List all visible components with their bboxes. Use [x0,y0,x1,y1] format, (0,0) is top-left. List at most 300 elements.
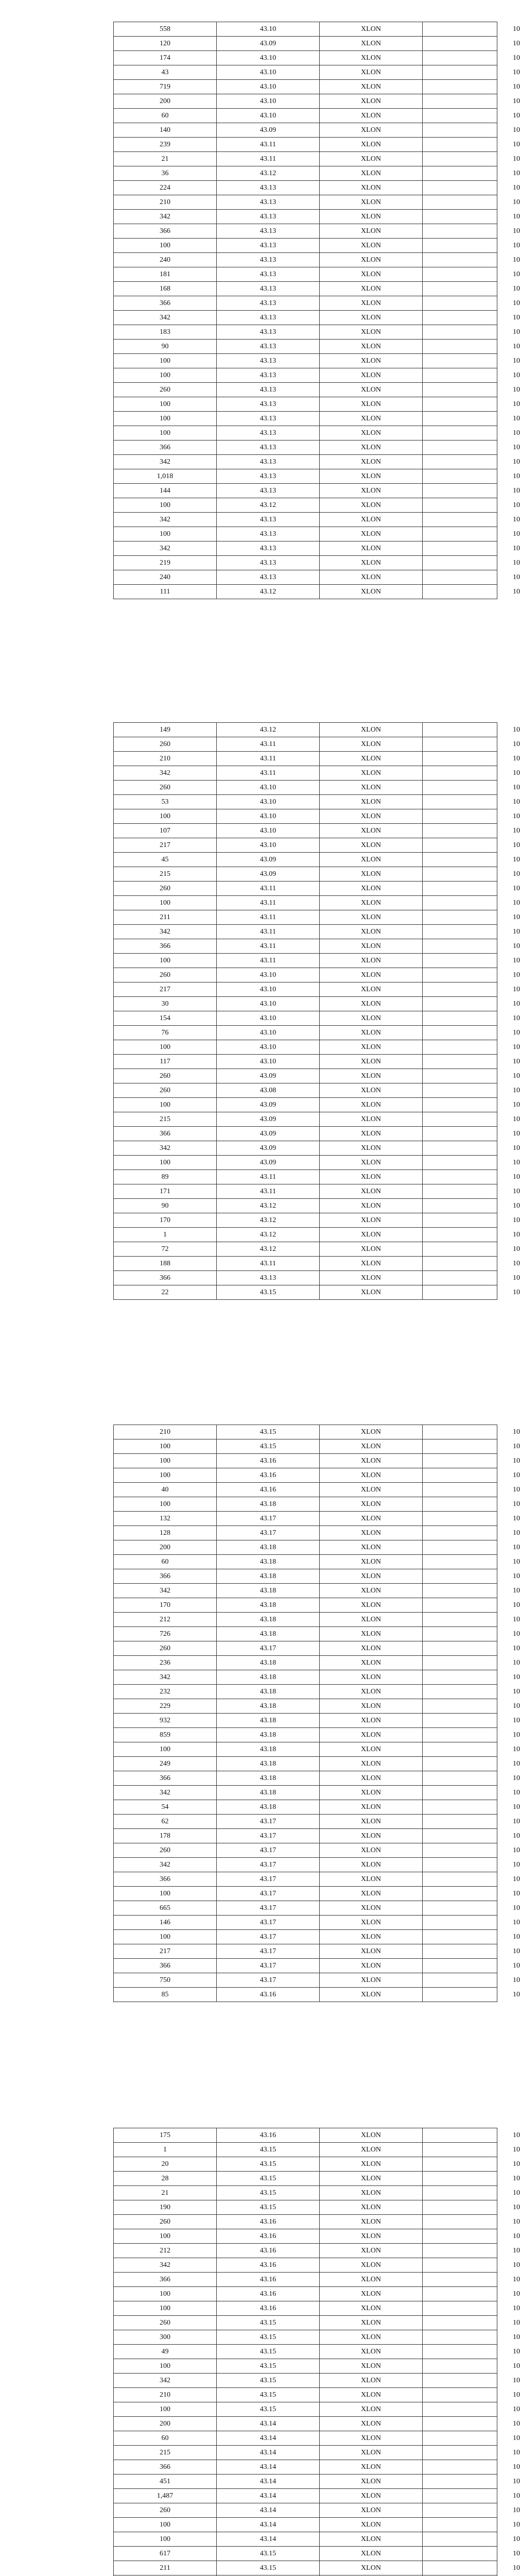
volume-cell: 144 [114,484,217,498]
table-row [114,2561,497,2575]
volume-cell: 366 [114,1959,217,1973]
table-row [114,1930,497,1944]
price-cell: 43.18 [217,1569,320,1584]
time-cell: 10 [423,1512,497,1526]
price-cell: 43.11 [217,939,320,954]
time-cell: 10 [423,1439,497,1454]
table-row [114,1213,497,1228]
table-row [114,1540,497,1555]
price-cell: 43.15 [217,2157,320,2172]
time-cell: 10 [423,1930,497,1944]
table-row [114,910,497,925]
time-cell: 10 [423,22,497,37]
table-row [114,556,497,570]
venue-cell: XLON [320,2460,423,2475]
price-cell: 43.09 [217,1098,320,1112]
venue-cell: XLON [320,1670,423,1685]
table-row [114,2301,497,2316]
time-cell: 10 [423,2215,497,2229]
volume-cell: 210 [114,195,217,210]
venue-cell: XLON [320,239,423,253]
venue-cell: XLON [320,896,423,910]
price-cell: 43.09 [217,1156,320,1170]
time-cell: 10 [423,1627,497,1641]
volume-cell: 117 [114,1055,217,1069]
time-cell: 10 [423,426,497,440]
price-cell: 43.13 [217,1271,320,1285]
table-row [114,1742,497,1757]
table-row [114,1901,497,1916]
venue-cell: XLON [320,2330,423,2345]
venue-cell: XLON [320,1271,423,1285]
table-row [114,2200,497,2215]
venue-cell: XLON [320,2258,423,2273]
volume-cell: 100 [114,1742,217,1757]
venue-cell: XLON [320,882,423,896]
table-row [114,1944,497,1959]
volume-cell: 76 [114,1026,217,1040]
volume-cell: 1,487 [114,2489,217,2503]
venue-cell: XLON [320,954,423,968]
table-row [114,1988,497,2002]
price-cell: 43.16 [217,2244,320,2258]
table-2 [113,722,520,1300]
time-cell: 10 [423,2345,497,2359]
volume-cell: 1,018 [114,469,217,484]
price-cell: 43.13 [217,426,320,440]
table-row [114,2128,497,2143]
venue-cell: XLON [320,2143,423,2157]
table-row [114,1184,497,1199]
price-cell: 43.16 [217,2258,320,2273]
time-cell: 10 [423,1800,497,1815]
time-cell: 10 [423,1728,497,1742]
price-cell: 43.14 [217,2475,320,2489]
time-cell: 10 [423,282,497,296]
volume-cell: 342 [114,925,217,939]
time-cell: 10 [423,781,497,795]
time-cell: 10 [423,1526,497,1540]
volume-cell: 215 [114,2446,217,2460]
venue-cell: XLON [320,1069,423,1083]
price-cell: 43.15 [217,2200,320,2215]
volume-cell: 45 [114,853,217,867]
price-cell: 43.14 [217,2489,320,2503]
volume-cell: 170 [114,1213,217,1228]
volume-cell: 366 [114,1569,217,1584]
table-row [114,752,497,766]
price-cell: 43.13 [217,325,320,340]
time-cell: 10 [423,1598,497,1613]
venue-cell: XLON [320,109,423,123]
price-cell: 43.13 [217,267,320,282]
price-cell: 43.10 [217,80,320,94]
venue-cell: XLON [320,1026,423,1040]
price-cell: 43.17 [217,1526,320,1540]
price-cell: 43.10 [217,1026,320,1040]
time-cell: 10 [423,2200,497,2215]
price-cell: 43.09 [217,1069,320,1083]
volume-cell: 128 [114,1526,217,1540]
time-cell: 10 [423,2287,497,2301]
table-row [114,311,497,325]
venue-cell: XLON [320,1728,423,1742]
price-cell: 43.17 [217,1872,320,1887]
table-row [114,1069,497,1083]
table-row [114,181,497,195]
venue-cell: XLON [320,1526,423,1540]
venue-cell: XLON [320,1988,423,2002]
table-row [114,383,497,397]
time-cell: 10 [423,2475,497,2489]
volume-cell: 366 [114,939,217,954]
time-cell: 10 [423,1026,497,1040]
time-cell: 10 [423,2388,497,2402]
volume-cell: 211 [114,2561,217,2575]
time-cell: 10 [423,824,497,838]
table-1 [113,22,520,599]
venue-cell: XLON [320,484,423,498]
price-cell: 43.18 [217,1757,320,1771]
time-cell: 10 [423,1483,497,1497]
volume-cell: 342 [114,766,217,781]
time-cell: 10 [423,1641,497,1656]
price-cell: 43.16 [217,1988,320,2002]
volume-cell: 260 [114,781,217,795]
price-cell: 43.15 [217,2345,320,2359]
venue-cell: XLON [320,1887,423,1901]
venue-cell: XLON [320,824,423,838]
table-row [114,1584,497,1598]
time-cell: 10 [423,556,497,570]
table-row [114,2460,497,2475]
price-cell: 43.10 [217,838,320,853]
price-cell: 43.13 [217,210,320,224]
time-cell: 10 [423,1454,497,1468]
table-row [114,781,497,795]
volume-cell: 200 [114,1540,217,1555]
price-cell: 43.11 [217,925,320,939]
venue-cell: XLON [320,527,423,541]
volume-cell: 342 [114,311,217,325]
venue-cell: XLON [320,1242,423,1257]
table-row [114,2330,497,2345]
price-cell: 43.08 [217,1083,320,1098]
table-row [114,1569,497,1584]
table-row [114,2215,497,2229]
table-row [114,296,497,311]
price-cell: 43.13 [217,440,320,455]
time-cell: 10 [423,51,497,65]
table-row [114,925,497,939]
price-cell: 43.15 [217,2172,320,2186]
table-row [114,2475,497,2489]
volume-cell: 168 [114,282,217,296]
volume-cell: 100 [114,1497,217,1512]
price-cell: 43.16 [217,1468,320,1483]
venue-cell: XLON [320,1127,423,1141]
volume-cell: 100 [114,1098,217,1112]
table-row [114,1728,497,1742]
volume-cell: 120 [114,37,217,51]
time-cell: 10 [423,311,497,325]
time-cell: 10 [423,1959,497,1973]
time-cell: 10 [423,939,497,954]
time-cell: 10 [423,1199,497,1213]
table-row [114,2258,497,2273]
venue-cell: XLON [320,2200,423,2215]
time-cell: 10 [423,138,497,152]
table-row [114,2402,497,2417]
time-cell: 10 [423,2229,497,2244]
volume-cell: 342 [114,1584,217,1598]
time-cell: 10 [423,1569,497,1584]
table-row [114,1055,497,1069]
volume-cell: 366 [114,1127,217,1141]
table-row [114,224,497,239]
volume-cell: 53 [114,795,217,809]
volume-cell: 342 [114,455,217,469]
volume-cell: 260 [114,1069,217,1083]
table-row [114,152,497,166]
venue-cell: XLON [320,469,423,484]
table-row [114,1425,497,1439]
volume-cell: 170 [114,1598,217,1613]
table-row [114,195,497,210]
time-cell: 10 [423,1011,497,1026]
venue-cell: XLON [320,1425,423,1439]
table-row [114,1685,497,1699]
volume-cell: 366 [114,440,217,455]
price-cell: 43.16 [217,2229,320,2244]
venue-cell: XLON [320,2503,423,2518]
price-cell: 43.13 [217,239,320,253]
table-row [114,1829,497,1843]
venue-cell: XLON [320,1584,423,1598]
volume-cell: 617 [114,2547,217,2561]
time-cell: 10 [423,910,497,925]
price-cell: 43.10 [217,1055,320,1069]
volume-cell: 260 [114,1641,217,1656]
table-row [114,2143,497,2157]
volume-cell: 154 [114,1011,217,1026]
table-row [114,997,497,1011]
venue-cell: XLON [320,997,423,1011]
venue-cell: XLON [320,282,423,296]
volume-cell: 366 [114,296,217,311]
volume-cell: 90 [114,340,217,354]
venue-cell: XLON [320,585,423,599]
volume-cell: 140 [114,123,217,138]
price-cell: 43.09 [217,1141,320,1156]
table-row [114,1112,497,1127]
price-cell: 43.15 [217,2561,320,2575]
time-cell: 10 [423,296,497,311]
venue-cell: XLON [320,1742,423,1757]
price-cell: 43.18 [217,1627,320,1641]
table-row [114,585,497,599]
volume-cell: 100 [114,2402,217,2417]
time-cell: 10 [423,383,497,397]
price-cell: 43.11 [217,910,320,925]
venue-cell: XLON [320,766,423,781]
volume-cell: 43 [114,65,217,80]
price-cell: 43.12 [217,585,320,599]
price-cell: 43.18 [217,1613,320,1627]
venue-cell: XLON [320,1916,423,1930]
venue-cell: XLON [320,513,423,527]
venue-cell: XLON [320,1170,423,1184]
table-row [114,1199,497,1213]
time-cell: 10 [423,2172,497,2186]
table-row [114,340,497,354]
volume-cell: 100 [114,2301,217,2316]
venue-cell: XLON [320,1944,423,1959]
table-row [114,2374,497,2388]
table-row [114,368,497,383]
price-cell: 43.18 [217,1742,320,1757]
table-row [114,824,497,838]
table-row [114,1959,497,1973]
venue-cell: XLON [320,368,423,383]
table-row [114,1257,497,1271]
venue-cell: XLON [320,2172,423,2186]
price-cell: 43.15 [217,2316,320,2330]
venue-cell: XLON [320,2518,423,2532]
price-cell: 43.10 [217,94,320,109]
venue-cell: XLON [320,1213,423,1228]
price-cell: 43.17 [217,1930,320,1944]
price-cell: 43.10 [217,795,320,809]
venue-cell: XLON [320,1141,423,1156]
time-cell: 10 [423,2128,497,2143]
price-cell: 43.15 [217,2143,320,2157]
volume-cell: 183 [114,325,217,340]
table-row [114,1656,497,1670]
time-cell: 10 [423,152,497,166]
volume-cell: 100 [114,527,217,541]
venue-cell: XLON [320,1757,423,1771]
time-cell: 10 [423,585,497,599]
volume-cell: 100 [114,1040,217,1055]
volume-cell: 366 [114,1271,217,1285]
venue-cell: XLON [320,1112,423,1127]
time-cell: 10 [423,513,497,527]
venue-cell: XLON [320,440,423,455]
table-row [114,1771,497,1786]
volume-cell: 200 [114,94,217,109]
time-cell: 10 [423,795,497,809]
time-cell: 10 [423,1156,497,1170]
venue-cell: XLON [320,1656,423,1670]
price-cell: 43.10 [217,824,320,838]
time-cell: 10 [423,882,497,896]
venue-cell: XLON [320,455,423,469]
venue-cell: XLON [320,1184,423,1199]
table-row [114,2503,497,2518]
table-row [114,896,497,910]
price-cell: 43.09 [217,37,320,51]
venue-cell: XLON [320,2128,423,2143]
price-cell: 43.12 [217,1242,320,1257]
time-cell: 10 [423,2518,497,2532]
volume-cell: 90 [114,1199,217,1213]
venue-cell: XLON [320,1083,423,1098]
volume-cell: 260 [114,383,217,397]
time-cell: 10 [423,1872,497,1887]
price-cell: 43.17 [217,1512,320,1526]
table-4 [113,2128,520,2576]
venue-cell: XLON [320,210,423,224]
volume-cell: 107 [114,824,217,838]
time-cell: 10 [423,1843,497,1858]
venue-cell: XLON [320,795,423,809]
volume-cell: 146 [114,1916,217,1930]
table-row [114,527,497,541]
table-row [114,1497,497,1512]
time-cell: 10 [423,123,497,138]
price-cell: 43.17 [217,1843,320,1858]
venue-cell: XLON [320,253,423,267]
volume-cell: 217 [114,838,217,853]
volume-cell: 178 [114,1829,217,1843]
time-cell: 10 [423,1257,497,1271]
venue-cell: XLON [320,123,423,138]
price-cell: 43.17 [217,1815,320,1829]
time-cell: 10 [423,723,497,737]
time-cell: 10 [423,838,497,853]
table-row [114,412,497,426]
price-cell: 43.13 [217,354,320,368]
price-cell: 43.15 [217,2359,320,2374]
venue-cell: XLON [320,94,423,109]
time-cell: 10 [423,1141,497,1156]
price-cell: 43.17 [217,1829,320,1843]
venue-cell: XLON [320,2446,423,2460]
price-cell: 43.16 [217,1483,320,1497]
price-cell: 43.11 [217,1170,320,1184]
time-cell: 10 [423,2186,497,2200]
price-cell: 43.13 [217,253,320,267]
volume-cell: 750 [114,1973,217,1988]
volume-cell: 240 [114,570,217,585]
venue-cell: XLON [320,1699,423,1714]
venue-cell: XLON [320,2215,423,2229]
table-row [114,65,497,80]
table-row [114,1613,497,1627]
venue-cell: XLON [320,1156,423,1170]
table-row [114,2431,497,2446]
venue-cell: XLON [320,2273,423,2287]
venue-cell: XLON [320,838,423,853]
time-cell: 10 [423,498,497,513]
venue-cell: XLON [320,982,423,997]
time-cell: 10 [423,1858,497,1872]
volume-cell: 100 [114,2229,217,2244]
venue-cell: XLON [320,752,423,766]
venue-cell: XLON [320,397,423,412]
price-cell: 43.13 [217,484,320,498]
price-cell: 43.15 [217,1439,320,1454]
venue-cell: XLON [320,1786,423,1800]
table-row [114,123,497,138]
price-cell: 43.11 [217,737,320,752]
volume-cell: 236 [114,1656,217,1670]
time-cell: 10 [423,1540,497,1555]
price-cell: 43.15 [217,1425,320,1439]
volume-cell: 181 [114,267,217,282]
table-row [114,1468,497,1483]
